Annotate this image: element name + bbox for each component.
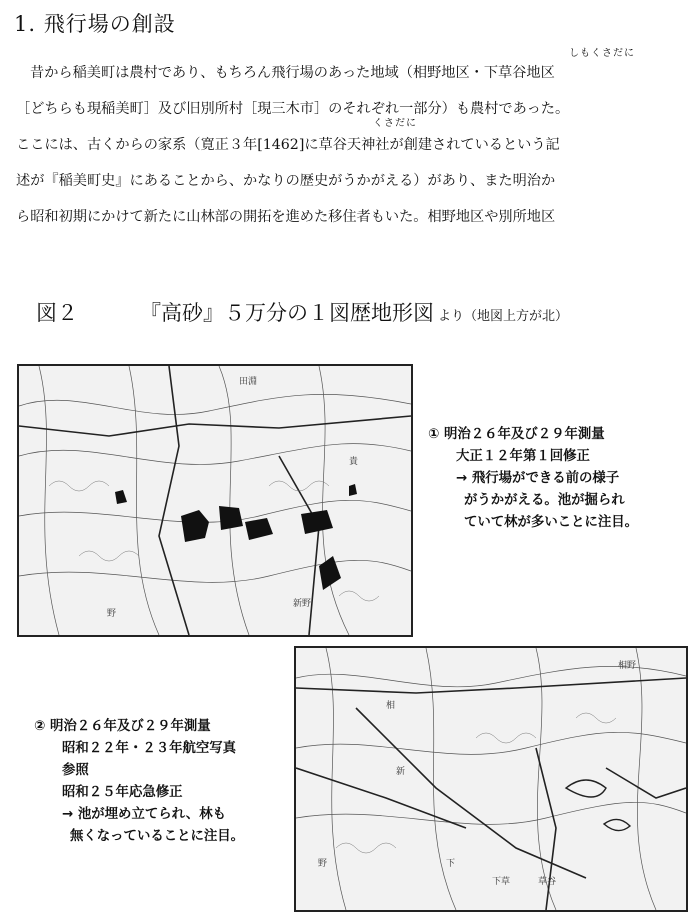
body-line: ここには、古くからの家系（寛正３年[1462]に草谷天神社が創建されているという記 [16,137,560,153]
body-line: ［どちらも現稲美町］及び旧別所村［現三木市］のそれぞれ一部分）も農村であった。 [16,101,570,117]
body-line: ら昭和初期にかけて新たに山林部の開拓を進めた移住者もいた。相野地区や別所地区 [16,209,556,225]
figure-source-note: より（地図上方が北） [438,309,569,324]
body-paragraph [16,55,688,235]
map-image-2 [294,646,688,912]
caption-line: がうかがえる。池が掘られ [464,493,625,508]
figure-title [36,297,568,327]
caption-line: 無くなっていることに注目。 [70,829,245,844]
svg-text:草谷: 草谷 [538,877,557,887]
svg-text:新: 新 [396,767,406,777]
section-heading: 1. 飛行場の創設 [14,12,176,36]
caption-line: ② 明治２６年及び２９年測量 [34,719,211,734]
caption-line: ていて林が多いことに注目。 [464,515,639,530]
svg-text:貴: 貴 [349,457,359,467]
svg-text:下草: 下草 [492,877,511,887]
caption-line: 参照 [62,763,89,778]
map-caption-1 [428,424,638,534]
map-caption-2 [34,716,244,848]
svg-text:相: 相 [386,701,396,711]
svg-text:野: 野 [107,609,117,619]
map-image-1 [17,364,413,637]
caption-line: ① 明治２６年及び２９年測量 [428,427,605,442]
figure-title-text: 『高砂』５万分の１図歴地形図 [140,301,434,325]
svg-text:下: 下 [446,859,456,869]
figure-label: 図２ [36,301,78,325]
svg-text:新野: 新野 [293,599,312,609]
svg-text:野: 野 [318,859,328,869]
caption-line: 大正１２年第１回修正 [456,449,590,464]
map-1-drawing [19,366,411,635]
caption-line: → 池が埋め立てられ、林も [62,807,226,822]
ruby-shimokusadani: しもくさだに [569,48,635,59]
svg-text:相野: 相野 [618,661,637,671]
map-2-drawing [296,648,686,910]
body-line: 述が『稲美町史』にあることから、かなりの歴史がうかがえる）があり、また明治か [16,173,556,189]
svg-text:田淵: 田淵 [239,377,258,387]
caption-line: → 飛行場ができる前の様子 [456,471,620,486]
caption-line: 昭和２５年応急修正 [62,785,183,800]
ruby-kusadani: くさだに [373,118,417,129]
caption-line: 昭和２２年・２３年航空写真 [62,741,237,756]
body-line: 昔から稲美町は農村であり、もちろん飛行場のあった地域（相野地区・下草谷地区 [30,65,555,81]
